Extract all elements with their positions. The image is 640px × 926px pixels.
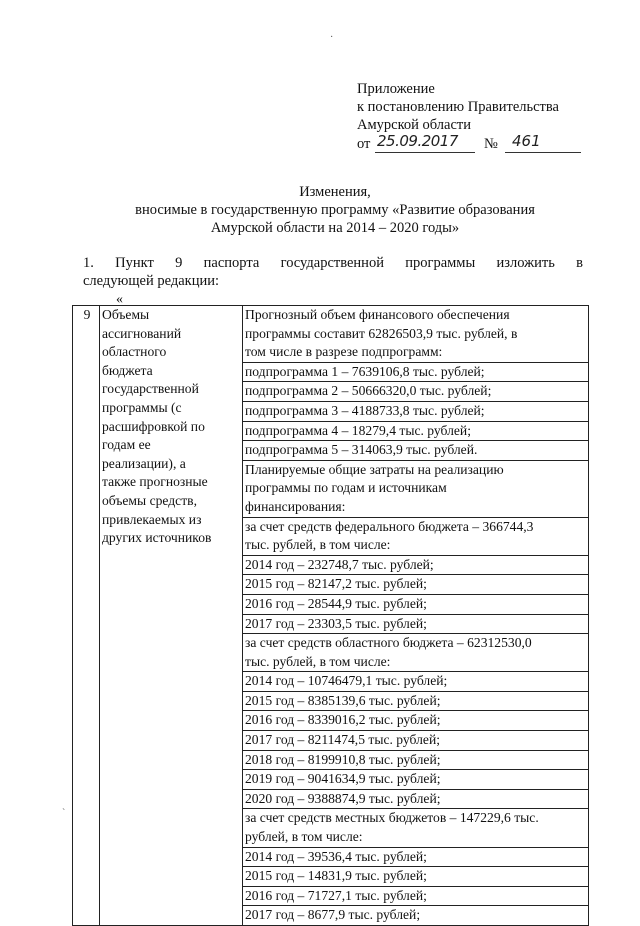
decree-date: 25.09.2017 — [377, 132, 458, 150]
appendix-header — [357, 80, 617, 156]
value-line: 2016 год – 71727,1 тыс. рублей; — [242, 887, 588, 907]
value-line: тыс. рублей, в том числе: — [242, 653, 588, 673]
value-line: 2020 год – 9388874,9 тыс. рублей; — [242, 790, 588, 810]
value-line: 2016 год – 28544,9 тыс. рублей; — [242, 595, 588, 615]
appendix-title: Приложение — [357, 81, 435, 97]
title-line-2: вносимые в государственную программу «Развитие образования — [135, 202, 535, 218]
paragraph-1 — [83, 254, 583, 290]
label-line: бюджета — [102, 362, 153, 378]
table-row — [73, 306, 589, 926]
document-title — [60, 183, 610, 237]
value-line: тыс. рублей, в том числе: — [242, 536, 588, 556]
value-line: том числе в разрезе подпрограмм: — [242, 343, 588, 363]
value-line: подпрограмма 3 – 4188733,8 тыс. рублей; — [242, 402, 588, 422]
value-line: 2014 год – 10746479,1 тыс. рублей; — [242, 672, 588, 692]
value-line: финансирования: — [242, 498, 588, 518]
date-prefix: от — [357, 136, 371, 152]
region-name: Амурской области — [357, 117, 471, 133]
paragraph-line-1: 1. Пункт 9 паспорта государственной программы изложить в — [83, 255, 583, 271]
passport-table — [72, 305, 589, 926]
value-line: 2019 год – 9041634,9 тыс. рублей; — [242, 770, 588, 790]
value-line: за счет средств областного бюджета – 62312530,0 — [245, 635, 532, 651]
label-line: ассигнований — [102, 325, 182, 341]
value-line: подпрограмма 1 – 7639106,8 тыс. рублей; — [242, 363, 588, 383]
label-line: Объемы — [102, 307, 150, 322]
date-underline — [375, 152, 475, 153]
opening-quote: « — [116, 292, 123, 307]
label-line: также прогнозные — [102, 474, 208, 490]
value-line: программы составит 62826503,9 тыс. рублей, в — [245, 325, 518, 341]
value-line: подпрограмма 2 – 50666320,0 тыс. рублей; — [242, 382, 588, 402]
value-line: 2017 год – 8677,9 тыс. рублей; — [245, 907, 421, 923]
row-number-cell: 9 — [73, 306, 100, 926]
decree-reference: к постановлению Правительства — [357, 99, 559, 115]
label-line: других источников — [102, 530, 212, 546]
label-line: объемы средств, — [102, 492, 197, 508]
label-line: привлекаемых из — [102, 511, 202, 527]
value-line: 2015 год – 82147,2 тыс. рублей; — [242, 575, 588, 595]
decree-number: 461 — [512, 132, 541, 150]
value-line: Прогнозный объем финансового обеспечения — [245, 307, 510, 322]
value-line: программы по годам и источникам — [245, 480, 447, 496]
decree-date-number-row — [357, 134, 617, 156]
value-line: Планируемые общие затраты на реализацию — [245, 461, 504, 477]
label-line: расшифровкой по — [102, 418, 205, 434]
value-line: 2014 год – 39536,4 тыс. рублей; — [242, 848, 588, 868]
label-line: реализации), а — [102, 455, 186, 471]
scan-speck: · — [330, 32, 334, 43]
value-line: рублей, в том числе: — [242, 828, 588, 848]
value-line: 2016 год – 8339016,2 тыс. рублей; — [242, 711, 588, 731]
label-line: государственной — [102, 381, 199, 397]
value-line: 2018 год – 8199910,8 тыс. рублей; — [242, 751, 588, 771]
label-line: областного — [102, 344, 167, 360]
value-line: за счет средств федерального бюджета – 366744,3 — [245, 518, 534, 534]
label-line: программы (с — [102, 399, 182, 415]
number-sign: № — [484, 136, 498, 152]
value-line: 2014 год – 232748,7 тыс. рублей; — [242, 556, 588, 576]
value-line: подпрограмма 5 – 314063,9 тыс. рублей. — [242, 441, 588, 461]
paragraph-line-2: следующей редакции: — [83, 273, 220, 289]
number-underline — [505, 152, 581, 153]
margin-mark: ` — [62, 808, 66, 819]
value-line: 2017 год – 23303,5 тыс. рублей; — [242, 615, 588, 635]
label-line: годам ее — [102, 437, 151, 453]
value-line: 2015 год – 14831,9 тыс. рублей; — [242, 867, 588, 887]
value-line: за счет средств местных бюджетов – 147229,6 тыс. — [245, 810, 539, 826]
row-label-cell — [100, 306, 243, 926]
row-value-cell — [243, 306, 589, 926]
title-line-3: Амурской области на 2014 – 2020 годы» — [210, 220, 460, 236]
value-line: подпрограмма 4 – 18279,4 тыс. рублей; — [242, 422, 588, 442]
title-line-1: Изменения, — [299, 184, 371, 200]
value-line: 2017 год – 8211474,5 тыс. рублей; — [242, 731, 588, 751]
value-line: 2015 год – 8385139,6 тыс. рублей; — [242, 692, 588, 712]
